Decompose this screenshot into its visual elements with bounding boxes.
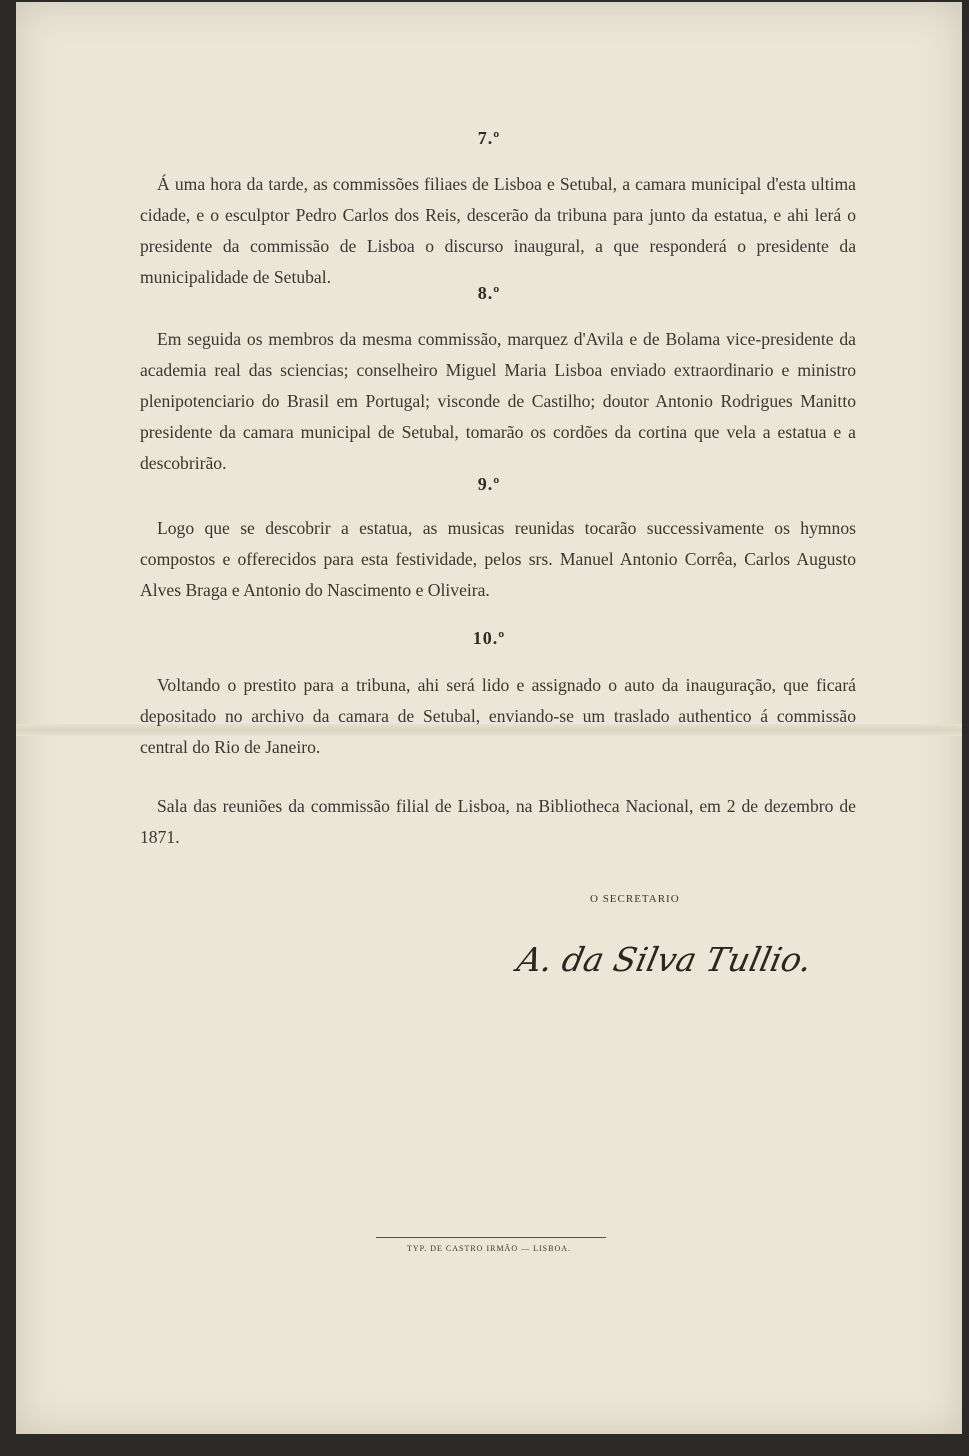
footer-divider <box>376 1237 606 1238</box>
section-number-8: 8.º <box>477 283 501 303</box>
section-text-10: Voltando o prestito para a tribuna, ahi será lido e assignado o auto da inauguração, que ficará depositado no archivo da camara de Setubal, enviando-se um traslado authentico á commissão central do Rio de Janeiro. <box>140 675 856 757</box>
section-text-9: Logo que se descobrir a estatua, as musicas reunidas tocarão successivamente os hymnos compostos e offerecidos para esta festividade, pelos srs. Manuel Antonio Corrêa, Carlos Augusto Alves Braga e Antonio do Nascimento e Oliveira. <box>140 518 856 600</box>
secretary-label: O SECRETARIO <box>590 893 680 905</box>
section-text-7: Á uma hora da tarde, as commissões filiaes de Lisboa e Setubal, a camara municipal d'esta ultima cidade, e o esculptor Pedro Carlos dos Reis, descerão da tribuna para junto da estatua, e ahi lerá o presidente da commissão de Lisboa o discurso inaugural, a que responderá o presidente da municipalidade de Setubal. <box>140 174 856 287</box>
printer-footer: TYP. DE CASTRO IRMÃO — LISBOA. <box>406 1244 571 1253</box>
signature: A. da Silva Tullio. <box>513 940 816 979</box>
closing-paragraph: Sala das reuniões da commissão filial de Lisboa, na Bibliotheca Nacional, em 2 de dezembro de 1871. <box>140 796 856 847</box>
section-number-10: 10.º <box>472 628 506 648</box>
section-number-7: 7.º <box>477 128 501 148</box>
section-text-8: Em seguida os membros da mesma commissão, marquez d'Avila e de Bolama vice-presidente da academia real das sciencias; conselheiro Miguel Maria Lisboa enviado extraordinario e ministro plenipotenciario do Brasil em Portugal; visconde de Castilho; doutor Antonio Rodrigues Manitto presidente da camara municipal de Setubal, tomarão os cordões da cortina que vela a estatua e a descobrirão. <box>140 329 856 473</box>
document-page <box>16 2 962 1434</box>
section-number-9: 9.º <box>477 474 501 494</box>
